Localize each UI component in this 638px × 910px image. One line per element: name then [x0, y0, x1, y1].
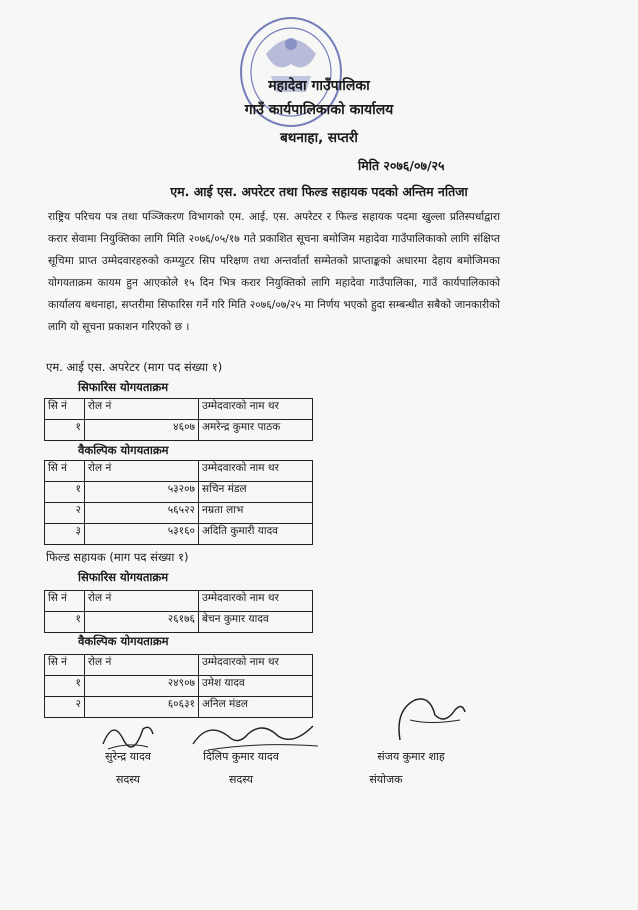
signature-3-scrawl [390, 690, 470, 745]
cell-name: नम्रता लाभ [199, 503, 313, 524]
cell-roll: ५६५२२ [85, 503, 199, 524]
header-sn: सि नं [45, 591, 85, 612]
header-name: उम्मेदवारको नाम थर [199, 399, 313, 420]
cell-sn: २ [45, 697, 85, 718]
office-subtitle: गाउँ कार्यपालिकाको कार्यालय [244, 102, 394, 118]
table-row [45, 482, 313, 503]
section-mis-alternate-label: वैकल्पिक योगयताक्रम [78, 443, 169, 457]
header-roll: रोल नं [85, 399, 199, 420]
header-sn: सि नं [45, 461, 85, 482]
section-mis-recommended-label: सिफारिस योगयताक्रम [78, 380, 169, 394]
office-name: महादेवा गाउँपालिका [268, 78, 370, 94]
signatory-3-name: संजय कुमार शाह [377, 750, 445, 763]
notice-body: राष्ट्रिय परिचय पत्र तथा पञ्जिकरण विभागको एम. आई. एस. अपरेटर र फिल्ड सहायक पदमा खुल्ला प्रतिस्पर्धाद्वारा करार सेवामा नियुक्तिका लागि मिति २०७६/०५/१७ गते प्रकाशित सूचना बमोजिम महादेवा गाउँपालिकाको लागि संक्षिप्त सूचिमा प्राप्त उम्मेदवारहरुको कम्प्युटर सिप परिक्षण तथा अन्तर्वार्ता सम्मेतको प्राप्ताङ्कको अधारमा देहाय बमोजिमका योगयताक्रम कायम हुन आएकोले १५ दिन भित्र करार नियुक्तिको लागि महादेवा गाउँपालिका, गाउँ कार्यपालिकाको कार्यालय बथनाहा, सप्तरीमा सिफारिस गर्ने गरि मिति २०७६/०७/२५ मा निर्णय भएको हुदा सम्बन्धीत सबैको जानकारीको लागि यो सूचना प्रकाशन गरिएको छ । [48, 211, 500, 333]
header-name: उम्मेदवारको नाम थर [199, 461, 313, 482]
cell-sn: १ [45, 676, 85, 697]
table-row [45, 612, 313, 633]
signature-1-scrawl [98, 714, 158, 754]
signatory-3-role: संयोजक [369, 773, 403, 786]
header-sn: सि नं [45, 655, 85, 676]
cell-roll: ६०६३१ [85, 697, 199, 718]
cell-roll: २४९०७ [85, 676, 199, 697]
cell-name: अमरेन्द्र कुमार पाठक [199, 420, 313, 441]
cell-roll: ४६०७ [85, 420, 199, 441]
cell-name: बेचन कुमार यादव [199, 612, 313, 633]
cell-name: अनिल मंडल [199, 697, 313, 718]
header-roll: रोल नं [85, 461, 199, 482]
table-header-row [45, 399, 313, 420]
cell-name: अदिति कुमारी यादव [199, 524, 313, 545]
header-name: उम्मेदवारको नाम थर [199, 591, 313, 612]
mis-recommended-table [44, 398, 313, 441]
notice-date: मिति २०७६/०७/२५ [358, 158, 445, 173]
section-field-alternate-label: वैकल्पिक योगयताक्रम [78, 634, 169, 648]
office-address: बथनाहा, सप्तरी [280, 130, 358, 146]
table-row [45, 420, 313, 441]
header-name: उम्मेदवारको नाम थर [199, 655, 313, 676]
table-row [45, 676, 313, 697]
signatory-2-name: दिलिप कुमार यादव [203, 750, 279, 763]
table-header-row [45, 655, 313, 676]
cell-roll: ५३१६० [85, 524, 199, 545]
cell-sn: ३ [45, 524, 85, 545]
notice-title: एम. आई एस. अपरेटर तथा फिल्ड सहायक पदको अन्तिम नतिजा [170, 184, 468, 199]
field-alternate-table [44, 654, 313, 718]
mis-alternate-table [44, 460, 313, 545]
signatory-1-role: सदस्य [116, 773, 140, 786]
section-mis-title: एम. आई एस. अपरेटर (माग पद संख्या १) [46, 360, 223, 374]
cell-sn: २ [45, 503, 85, 524]
signatory-1-name: सुरेन्द्र यादव [105, 750, 151, 763]
cell-name: उमेश यादव [199, 676, 313, 697]
header-roll: रोल नं [85, 591, 199, 612]
signatory-2-role: सदस्य [229, 773, 253, 786]
table-row [45, 697, 313, 718]
table-header-row [45, 591, 313, 612]
cell-roll: २६१७६ [85, 612, 199, 633]
table-row [45, 524, 313, 545]
header-sn: सि नं [45, 399, 85, 420]
table-header-row [45, 461, 313, 482]
header-roll: रोल नं [85, 655, 199, 676]
cell-sn: १ [45, 482, 85, 503]
table-row [45, 503, 313, 524]
section-field-recommended-label: सिफारिस योगयताक्रम [78, 570, 169, 584]
cell-name: सचिन मंडल [199, 482, 313, 503]
cell-roll: ५३२०७ [85, 482, 199, 503]
cell-sn: १ [45, 612, 85, 633]
cell-sn: १ [45, 420, 85, 441]
field-recommended-table [44, 590, 313, 633]
section-field-title: फिल्ड सहायक (माग पद संख्या १) [46, 550, 189, 564]
